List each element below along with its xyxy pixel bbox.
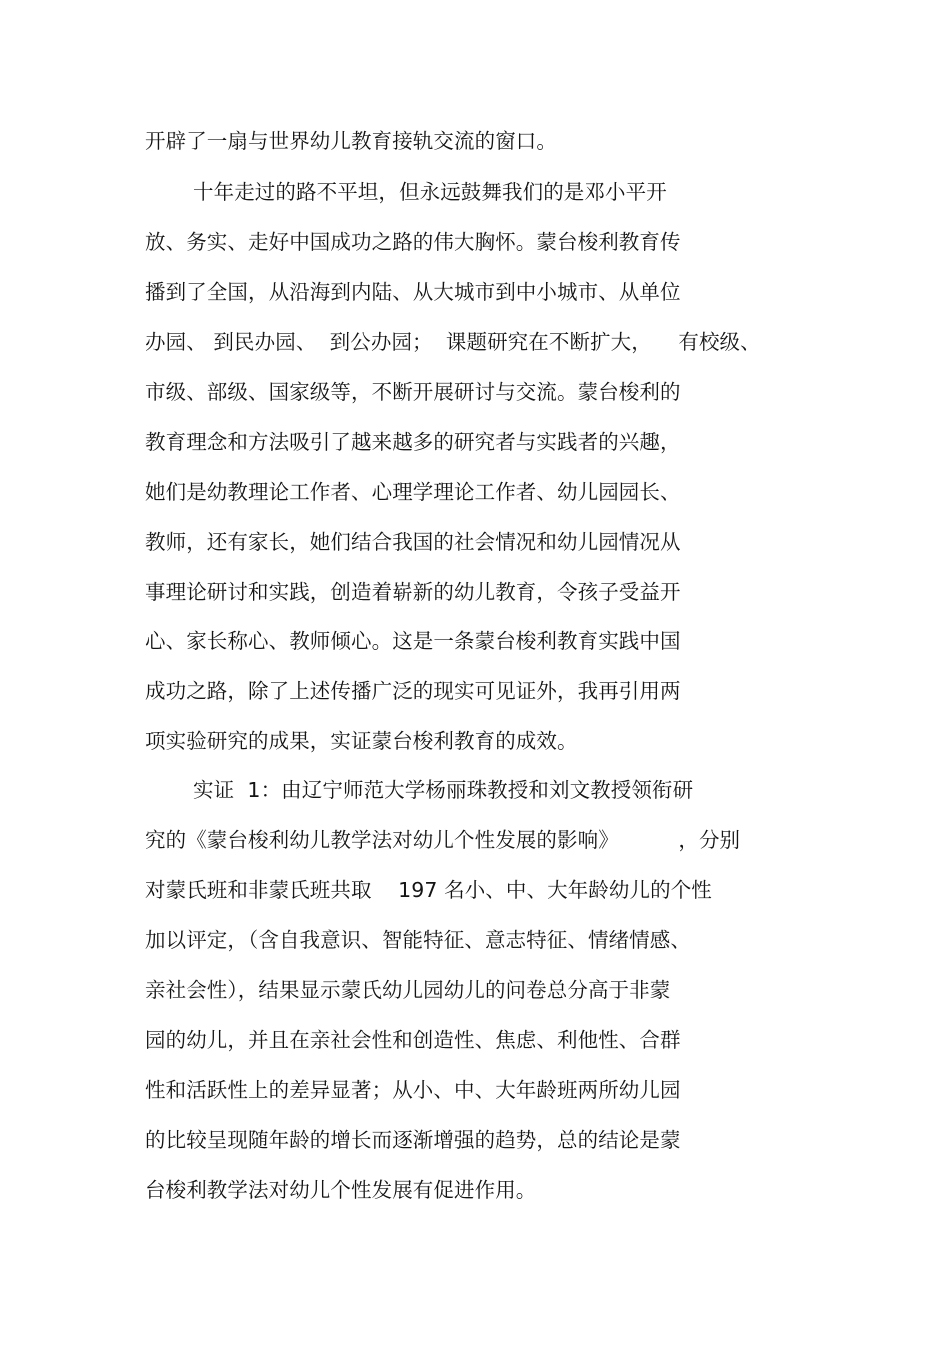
text-line: 的比较呈现随年龄的增长而逐渐增强的趋势，总的结论是蒙 bbox=[145, 1128, 681, 1152]
text-line: 播到了全国，从沿海到内陆、从大城市到中小城市、从单位 bbox=[145, 280, 681, 304]
text-line: 教师，还有家长，她们结合我国的社会情况和幼儿园情况从 bbox=[145, 530, 681, 554]
text-line: 园的幼儿，并且在亲社会性和创造性、焦虑、利他性、合群 bbox=[145, 1028, 681, 1052]
text-line: 台梭利教学法对幼儿个性发展有促进作用。 bbox=[145, 1178, 537, 1202]
text-line: 对蒙氏班和非蒙氏班共取 197 名小、中、大年龄幼儿的个性 bbox=[145, 878, 712, 902]
text-line: 亲社会性），结果显示蒙氏幼儿园幼儿的问卷总分高于非蒙 bbox=[145, 978, 671, 1002]
text-line: 教育理念和方法吸引了越来越多的研究者与实践者的兴趣， bbox=[145, 430, 681, 454]
text-line: 办园、 到民办园、 到公办园； 课题研究在不断扩大， 有校级、 bbox=[145, 330, 761, 354]
text-line: 十年走过的路不平坦，但永远鼓舞我们的是邓小平开 bbox=[193, 180, 667, 204]
text-line: 心、家长称心、教师倾心。这是一条蒙台梭利教育实践中国 bbox=[145, 629, 681, 653]
text-line: 开辟了一扇与世界幼儿教育接轨交流的窗口。 bbox=[145, 129, 557, 153]
text-line: 她们是幼教理论工作者、心理学理论工作者、幼儿园园长、 bbox=[145, 480, 681, 504]
text-line: 市级、部级、国家级等，不断开展研讨与交流。蒙台梭利的 bbox=[145, 380, 681, 404]
text-line: 加以评定，（含自我意识、智能特征、意志特征、情绪情感、 bbox=[145, 928, 691, 952]
text-line: 性和活跃性上的差异显著；从小、中、大年龄班两所幼儿园 bbox=[145, 1078, 681, 1102]
text-line: 成功之路，除了上述传播广泛的现实可见证外，我再引用两 bbox=[145, 679, 681, 703]
text-line: 放、务实、走好中国成功之路的伟大胸怀。蒙台梭利教育传 bbox=[145, 230, 681, 254]
text-line: 事理论研讨和实践，创造着崭新的幼儿教育，令孩子受益开 bbox=[145, 580, 681, 604]
text-line: 究的《蒙台梭利幼儿教学法对幼儿个性发展的影响》 ，分别 bbox=[145, 828, 741, 852]
text-line: 实证 1：由辽宁师范大学杨丽珠教授和刘文教授领衔研 bbox=[193, 778, 694, 802]
text-line: 项实验研究的成果，实证蒙台梭利教育的成效。 bbox=[145, 729, 578, 753]
